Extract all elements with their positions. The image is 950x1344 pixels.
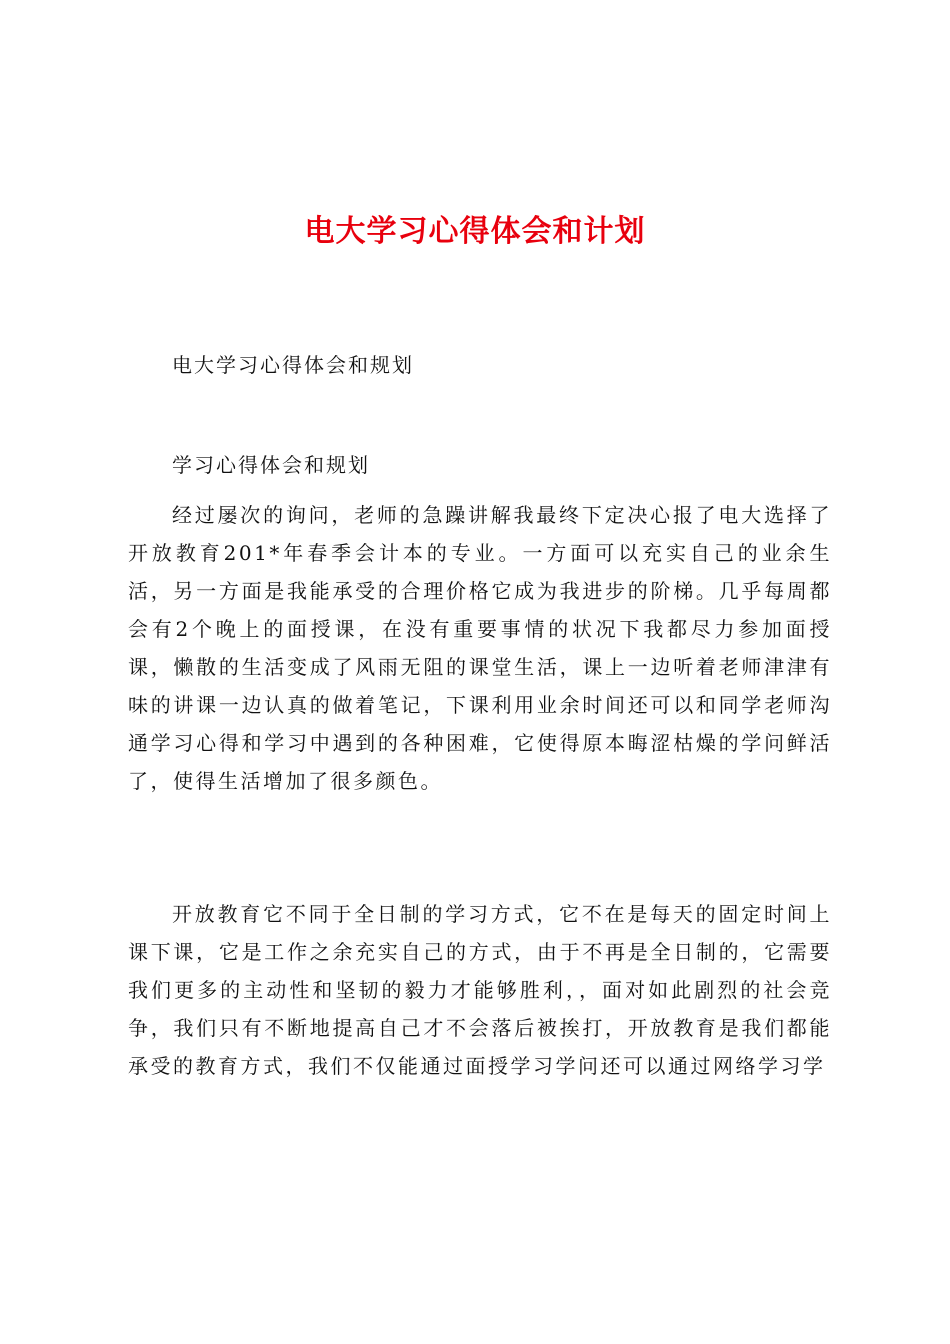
- body-paragraph: 经过屡次的询问，老师的急躁讲解我最终下定决心报了电大选择了开放教育201*年春季会计本的专业。一方面可以充实自己的业余生活，另一方面是我能承受的合理价格它成为我进步的阶梯。几乎每周都会有2个晚上的面授课，在没有重要事情的状况下我都尽力参加面授课，懒散的生活变成了风雨无阻的课堂生活，课上一边听着老师津津有味的讲课一边认真的做着笔记，下课利用业余时间还可以和同学老师沟通学习心得和学习中遇到的各种困难，它使得原本晦涩枯燥的学问鲜活了，使得生活增加了很多颜色。: [128, 503, 832, 793]
- body-paragraph: 开放教育它不同于全日制的学习方式，它不在是每天的固定时间上课下课，它是工作之余充实自己的方式，由于不再是全日制的，它需要我们更多的主动性和坚韧的毅力才能够胜利，，面对如此剧烈的社会竞争，我们只有不断地提高自己才不会落后被挨打，开放教育是我们都能承受的教育方式，我们不仅能通过面授学习学问还可以通过网络学习学: [128, 902, 832, 1078]
- document-subtitle: 电大学习心得体会和规划: [172, 353, 414, 377]
- document-title: 电大学习心得体会和计划: [304, 214, 646, 249]
- section-heading: 学习心得体会和规划: [172, 453, 370, 477]
